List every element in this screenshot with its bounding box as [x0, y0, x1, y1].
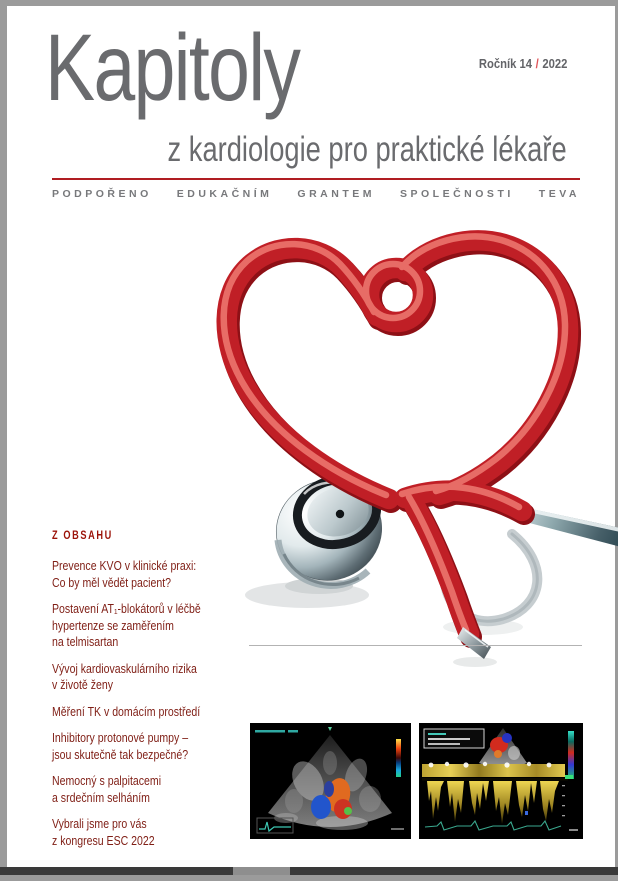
- toc-item: Měření TK v domácím prostředí: [52, 703, 201, 719]
- sponsor-line: PODPOŘENO EDUKAČNÍM GRANTEM SPOLEČNOSTI TEVA: [52, 188, 580, 200]
- doppler-colorbar: [396, 739, 401, 777]
- toc-list: [52, 558, 236, 849]
- toc-item: Prevence KVO v klinické praxi: Co by měl vědět pacient?: [52, 558, 197, 590]
- toc-item: Vybrali jsme pro vás z kongresu ESC 2022: [52, 816, 155, 848]
- journal-title: Kapitoly: [45, 15, 300, 121]
- page: [7, 6, 615, 867]
- measurement-box: [424, 729, 484, 748]
- cursor-mark: [525, 811, 528, 815]
- toc-item: Nemocný s palpitacemi a srdečním selháním: [52, 773, 162, 805]
- chest-piece-center-hole: [336, 510, 344, 518]
- issue-year: 2022: [541, 57, 567, 71]
- issue-slash: /: [535, 57, 539, 71]
- photo-shadows: [245, 578, 523, 667]
- metal-ear-loop-shade: [445, 534, 537, 621]
- photo-divider-line: [249, 645, 582, 646]
- toc-item: Inhibitory protonové pumpy – jsou skutečně tak bezpečné?: [52, 730, 189, 762]
- issue-info: [478, 57, 567, 71]
- scale-text-mark: [569, 829, 578, 831]
- chrome-tip: [457, 627, 491, 659]
- stethoscope-tube-shadow: [229, 243, 570, 637]
- echo-spectral-doppler-image: [419, 723, 583, 839]
- red-rule-divider: [52, 178, 580, 180]
- stethoscope-tube: [227, 240, 568, 634]
- toc-item: Postavení AT₁-blokátorů v léčbě hypertenze se zaměřením na telmisartan: [52, 601, 201, 649]
- scale-text-mark: [391, 828, 404, 830]
- echo-color-doppler-image: [250, 723, 411, 839]
- toc: [52, 530, 236, 859]
- bottom-page-edge-light: [233, 867, 290, 875]
- chest-piece: [263, 466, 395, 594]
- journal-subtitle: z kardiologie pro praktické lékaře: [167, 130, 567, 169]
- doppler-colorbar: [568, 731, 574, 779]
- toc-item: Vývoj kardiovaskulárního rizika v životě ženy: [52, 660, 197, 692]
- metal-ear-tube: [503, 503, 618, 548]
- metal-ear-loop: [445, 534, 537, 621]
- chrome-connector: [357, 480, 409, 510]
- toc-heading: Z OBSAHU: [52, 530, 113, 542]
- stethoscope-tube-highlight: [224, 236, 565, 630]
- bottom-page-edge: [0, 867, 618, 875]
- volume-label: Ročník 14: [478, 57, 532, 71]
